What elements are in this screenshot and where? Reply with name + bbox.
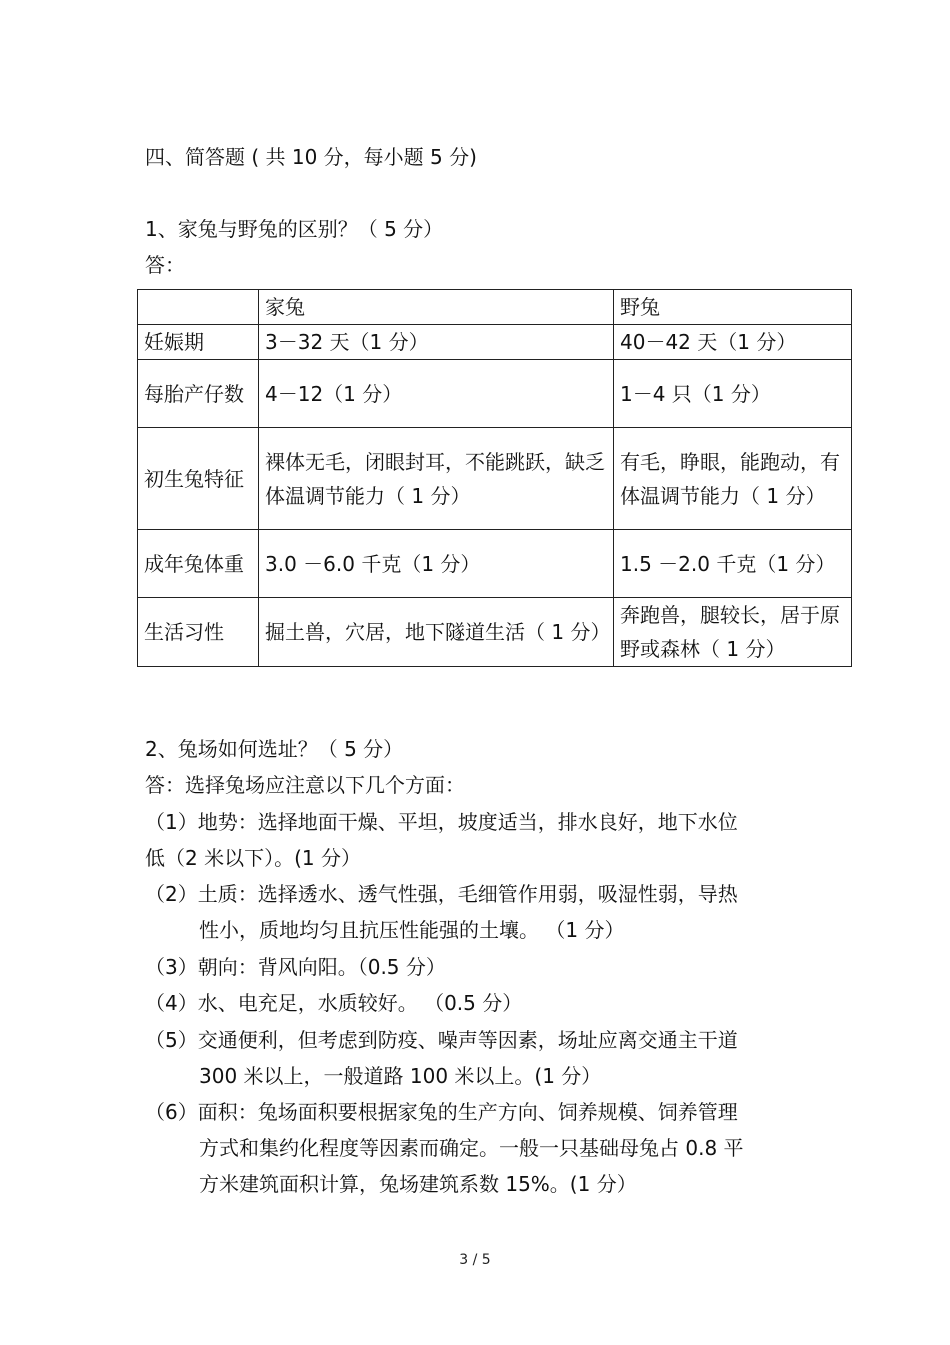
question-2: 2、兔场如何选址？（ 5 分） [145, 737, 404, 761]
list-item-continued: 性小，质地均匀且抗压性能强的土壤。 （1 分） [199, 918, 625, 942]
list-item: （4）水、电充足，水质较好。 （0.5 分） [145, 991, 523, 1015]
list-item: （3）朝向：背风向阳。（0.5 分） [145, 955, 446, 979]
domestic-value: 3.0 －6.0 千克（1 分） [259, 530, 614, 598]
header-cell-empty [138, 290, 259, 325]
section-title: 四、简答题 ( 共 10 分，每小题 5 分) [145, 145, 477, 169]
header-cell-wild: 野兔 [614, 290, 852, 325]
answer-label-1: 答： [145, 253, 185, 277]
domestic-value: 4－12（1 分） [259, 360, 614, 428]
list-item-continued: 低（2 米以下）。(1 分） [145, 846, 361, 870]
list-item: （6）面积：兔场面积要根据家兔的生产方向、饲养规模、饲养管理 [145, 1100, 738, 1124]
answer-intro-2: 答：选择兔场应注意以下几个方面： [145, 773, 465, 797]
row-label: 初生兔特征 [138, 428, 259, 530]
list-item: （2）土质：选择透水、透气性强，毛细管作用弱，吸湿性弱，导热 [145, 882, 738, 906]
list-item-continued: 方米建筑面积计算，兔场建筑系数 15%。(1 分） [199, 1172, 637, 1196]
wild-value: 1－4 只（1 分） [614, 360, 852, 428]
row-label: 成年兔体重 [138, 530, 259, 598]
list-item-continued: 方式和集约化程度等因素而确定。一般一只基础母兔占 0.8 平 [199, 1136, 744, 1160]
table-row [138, 325, 852, 360]
table-header-row [138, 290, 852, 325]
table-row [138, 428, 852, 530]
wild-value: 40－42 天（1 分） [614, 325, 852, 360]
header-cell-domestic: 家兔 [259, 290, 614, 325]
page-number: 3 / 5 [459, 1252, 491, 1268]
list-item: （5）交通便利，但考虑到防疫、噪声等因素，场址应离交通主干道 [145, 1028, 738, 1052]
domestic-value: 掘土兽，穴居，地下隧道生活（ 1 分） [259, 598, 614, 667]
table-row [138, 530, 852, 598]
row-label: 生活习性 [138, 598, 259, 667]
row-label: 每胎产仔数 [138, 360, 259, 428]
list-item: （1）地势：选择地面干燥、平坦，坡度适当，排水良好，地下水位 [145, 810, 738, 834]
list-item-continued: 300 米以上，一般道路 100 米以上。(1 分） [199, 1064, 602, 1088]
row-label: 妊娠期 [138, 325, 259, 360]
table-row [138, 360, 852, 428]
wild-value: 1.5 －2.0 千克（1 分） [614, 530, 852, 598]
table-row [138, 598, 852, 667]
wild-value: 奔跑兽，腿较长，居于原野或森林（ 1 分） [614, 598, 852, 667]
domestic-value: 裸体无毛，闭眼封耳，不能跳跃，缺乏体温调节能力（ 1 分） [259, 428, 614, 530]
domestic-value: 3－32 天（1 分） [259, 325, 614, 360]
wild-value: 有毛，睁眼，能跑动，有体温调节能力（ 1 分） [614, 428, 852, 530]
comparison-table [137, 289, 852, 667]
question-1: 1、家兔与野兔的区别？（ 5 分） [145, 217, 444, 241]
